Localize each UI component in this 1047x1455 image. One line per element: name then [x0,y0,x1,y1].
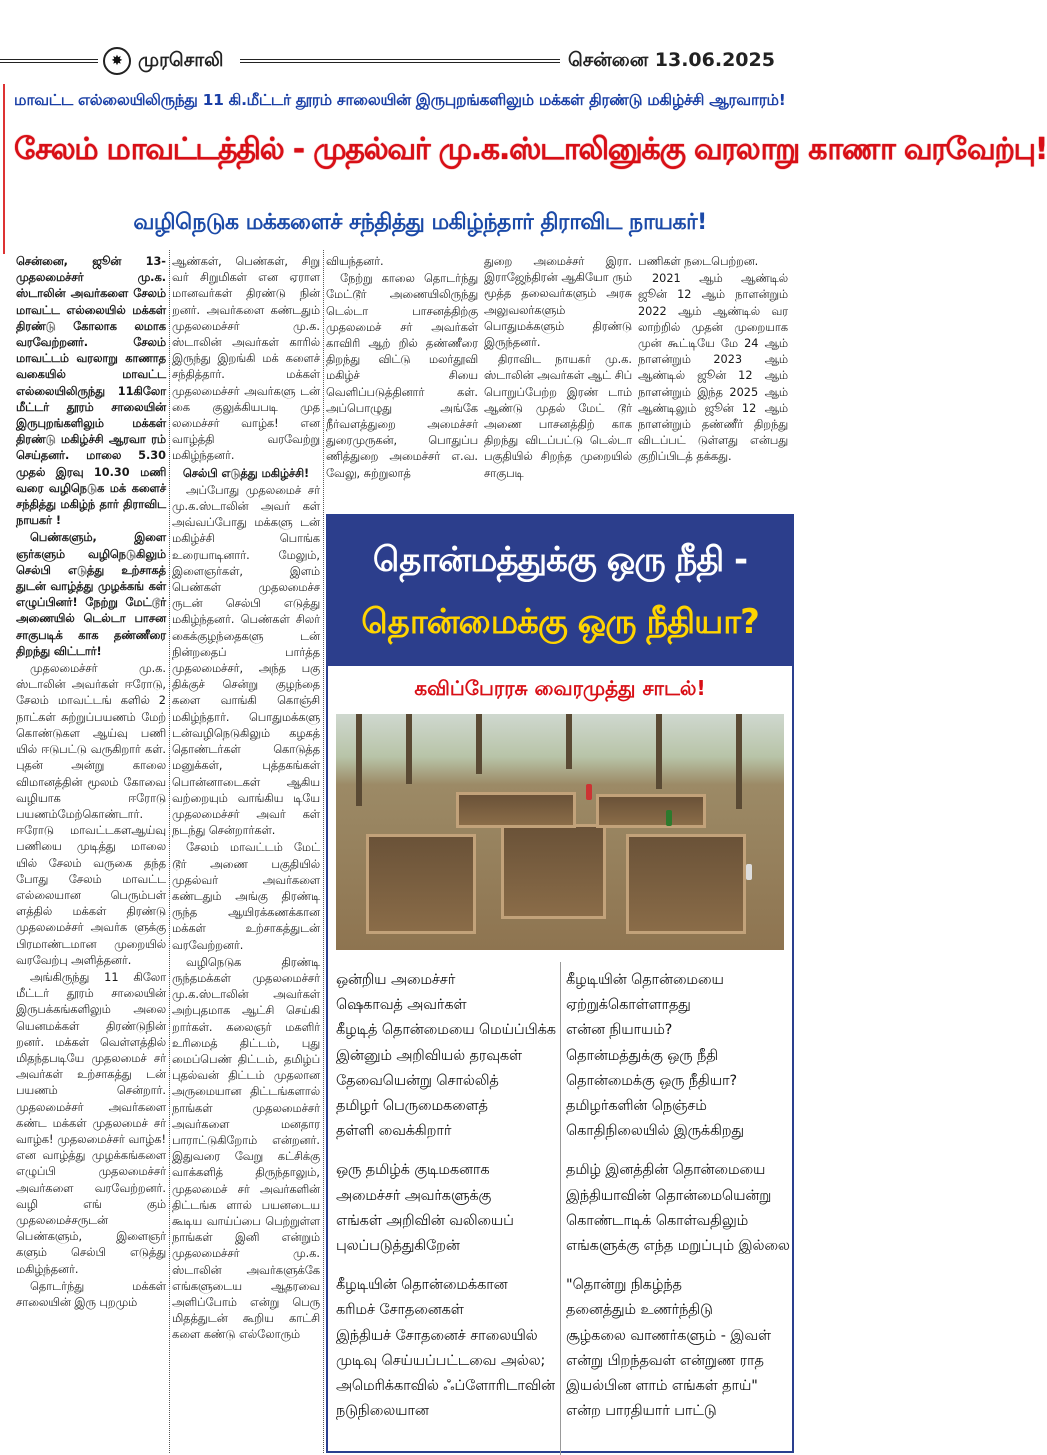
verse-stanza [566,968,790,1144]
article-paragraph: வியந்தனர். [326,255,384,268]
excavation-photo [336,714,784,950]
verse-line: தமிழ் இனத்தின் தொன்மையை [566,1162,766,1179]
verse-line: இயல்பின ளாம் எங்கள் தாய்" [566,1378,758,1395]
article-paragraph: சேலம் மாவட்டம் மேட் டூர் அணை பகுதியில் முதல்வர் அவர்களை கண்டதும் அங்கு திரண்டி ருந்த ஆயிரக்கணக்கான மக்கள் உற்சாகத்துடன் வரவேற்றனர். [172,841,320,952]
verse-line: கொண்டாடிக் கொள்வதிலும் [566,1212,749,1229]
excavation-trench [501,824,606,919]
article-column-1 [16,254,166,1453]
verse-line: கரிமச் சோதனைகள் [336,1302,464,1319]
article-paragraph: துறை அமைச்சர் இரா. இராஜேந்திரன் ஆகியோ ரும் மூத்த தலைவர்களும் அரசு அலுவலர்களும் பொதுமக்களும் திரண்டு இருந்தனர். [484,255,632,350]
main-headline: சேலம் மாவட்டத்தில் - முதல்வர் மு.க.ஸ்டாலினுக்கு வரலாறு காணா வரவேற்பு! [14,132,1047,167]
verse-line: அமைச்சர் அவர்களுக்கு [336,1187,492,1204]
article-column-4 [484,254,632,504]
verse-line: தொன்மைக்கு ஒரு நீதியா? [566,1072,738,1089]
column-rule [169,250,170,1453]
column-rule [323,250,324,1453]
masthead-rule-middle [240,59,560,63]
verse-column-right [566,968,790,1453]
verse-line: தமிழர் பெருமைகளைத் [336,1098,488,1115]
verse-line: தொன்மத்துக்கு ஒரு நீதி [566,1047,718,1064]
excavation-trench [456,792,576,828]
masthead [0,44,800,78]
verse-line: எங்களுக்கு எந்த மறுப்பும் இல்லை [566,1238,790,1255]
verse-stanza [566,1158,790,1259]
article-column-3 [326,254,478,504]
article-paragraph: ஆண்கள், பெண்கள், சிறு வர் சிறுமிகள் என ஏராள மானவர்கள் திரண்டு நின் றனர். அவர்களை கண்டதும் முதலமைச்சர் மு.க. ஸ்டாலின் அவர்கள் காரில் இருந்து இறங்கி மக் களைச் சந்தித்தார். மக்கள் முதலமைச்சர் அவர்களு டன் கை குலுக்கியபடி முத லமைச்சர் வாழ்க! என வாழ்த்தி வரவேற்று மகிழ்ந்தனர். [172,255,320,463]
masthead-rule-left [0,59,98,63]
verse-line: கீழடியின் தொன்மைக்கான [336,1277,508,1294]
excavation-trench [626,834,746,934]
cockerel-logo-icon: ✸ [103,47,131,75]
verse-line: "தொன்று நிகழ்ந்த [566,1277,682,1294]
verse-line: முடிவு செய்யப்பட்டவை அல்ல; [336,1352,546,1369]
article-paragraph: அப்போது முதலமைச் சர் மு.க.ஸ்டாலின் அவர் கள் அவ்வப்போது மக்களு டன் மகிழ்ச்சி பொங்க உரையாடினார். மேலும், இளைஞர்கள், இளம் பெண்கள் முதலமைச்ச ருடன் செல்பி எடுத்து மகிழ்ந்தனர். பெண்கள் சிலர் கைக்குழந்தைகளு டன் நின்றதைப் பார்த்த முதலமைச்சர், அந்த பகு திக்குச் சென்று குழந்தை களை வாங்கி கொஞ்சி மகிழ்ந்தார். பொதுமக்களு டன்வழிநெடுகிலும் கழகத் தொண்டர்கள் கொடுத்த மனுக்கள், புத்தகங்கள் பொன்னாடைகள் ஆகிய வற்றையும் வாங்கிய டியே முதலமைச்சர் அவர் கள் நடந்து சென்றார்கள். [172,483,320,838]
verse-stanza [336,968,558,1144]
verse-line: இந்தியச் சோதனைச் சாலையில் [336,1327,538,1344]
worker-figure [666,810,672,826]
verse-line: என்று பிறந்தவள் என்றுண ராத [566,1352,764,1369]
section-subheading: செல்பி எடுத்து மகிழ்ச்சி! [182,466,310,480]
verse-line: புலப்படுத்துகிறேன் [336,1238,460,1255]
verse-line: என்ற பாரதியார் பாட்டு [566,1403,717,1420]
article-paragraph: வழிநெடுக திரண்டி ருந்தமக்கள் முதலமைச்சர் மு.க.ஸ்டாலின் அவர்கள் அற்புதமாக ஆட்சி செய்கி றார்கள். கலைஞர் மகளிர் உரிமைத் திட்டம், புது மைப்பெண் திட்டம், தமிழ்ப் புதல்வன் திட்டம் முதலான அருமையான திட்டங்களால் நாங்கள் முதலமைச்சர் அவர்களை மனதார பாராட்டுகிறோம் என்றனர். இதுவரை வேறு கட்சிக்கு வாக்களித் திருந்தாலும், முதலமைச் சர் அவர்களின் திட்டங்க ளால் பயனடைய கூடிய வாய்ப்பை பெற்றுள்ள நாங்கள் இனி என்றும் முதலமைச்சர் மு.க. ஸ்டாலின் அவர்களுக்கே எங்களுடைய ஆதரவை அளிப்போம் என்று பெரு மிதத்துடன் கூறிய காட்சி களை கண்டு எல்லோரும் [172,955,320,1342]
kicker-line: மாவட்ட எல்லையிலிருந்து 11 கி.மீட்டர் தூரம் சாலையின் இருபுறங்களிலும் மக்கள் திரண்டு மகிழ்ச்சி ஆரவாரம்! [14,91,786,109]
article-paragraph: தொடர்ந்து மக்கள் சாலையின் இரு புறமும் [16,1279,166,1309]
box-byline: கவிப்பேரரசு வைரமுத்து சாடல்! [414,676,706,700]
tree-trunk [406,714,412,784]
verse-line: ஏற்றுக்கொள்ளாதது [566,997,691,1014]
article-column-5 [638,254,788,504]
left-edge-rule [0,84,5,254]
worker-figure [746,864,752,880]
tree-trunk [476,714,482,774]
lead-paragraph: சென்னை, ஜூன் 13- முதலமைச்சர் மு.க. ஸ்டாலின் அவர்களை சேலம் மாவட்ட எல்லையில் மக்கள் திரண்டு கோலாக லமாக வரவேற்றனர். சேலம் மாவட்டம் வரலாறு காணாத வகையில் மாவட்ட எல்லையிலிருந்து 11கிலோ மீட்டர் தூரம் சாலையின் இருபுறங்களிலும் மக்கள் திரண்டு மகிழ்ச்சி ஆரவா ரம் செய்தனர். மாலை 5.30 முதல் இரவு 10.30 மணி வரை வழிநெடுக மக் களைச் சந்தித்து மகிழ்ந் தார் திராவிட நாயகர் ! [16,255,166,528]
verse-line: தமிழர்களின் நெஞ்சம் [566,1098,707,1115]
date-line: சென்னை 13.06.2025 [568,49,775,71]
tree-trunk [736,714,742,809]
worker-figure [586,784,592,800]
article-paragraph: முதலமைச்சர் மு.க. ஸ்டாலின் அவர்கள் ஈரோடு, சேலம் மாவட்டங் களில் 2 நாட்கள் சுற்றுப்பயணம் மேற் கொண்டுகள ஆய்வு பணி யில் ஈடுபட்டு வருகிறார் கள். புதன் அன்று காலை விமானத்தின் மூலம் கோவை வழியாக ஈரோடு பயணம்மேற்கொண்டார். ஈரோடு மாவட்டகளஆய்வு பணியை முடித்து மாலை யில் சேலம் வருகை தந்த போது சேலம் மாவட்ட எல்லையான பெரும்பள் ளத்தில் மக்கள் திரண்டு முதலமைச்சர் அவர்க ளுக்கு பிரமாண்டமான முறையில் வரவேற்பு அளித்தனர். [16,662,166,967]
tree-trunk [656,714,662,789]
verse-line: சூழ்கலை வாணர்களும் - இவள் [566,1327,771,1344]
box-title-line-2: தொன்மைக்கு ஒரு நீதியா? [361,602,759,642]
box-title-line-1: தொன்மத்துக்கு ஒரு நீதி - [372,540,748,580]
verse-line: இந்தியாவின் தொன்மையென்று [566,1187,772,1204]
verse-stanza [336,1158,558,1259]
verse-line: இன்னும் அறிவியல் தரவுகள் [336,1047,522,1064]
verse-divider [560,962,561,1455]
verse-line: தனைத்தும் உணர்ந்திடு [566,1302,713,1319]
verse-line: எங்கள் அறிவின் வலியைப் [336,1212,514,1229]
verse-line: ஒரு தமிழ்க் குடிமகனாக [336,1162,490,1179]
excavation-trench [596,794,706,828]
verse-stanza [566,1273,790,1424]
excavation-trench [366,834,476,934]
highlight-paragraph: பெண்களும், இளை ஞர்களும் வழிநெடுகிலும் செல்பி எடுத்து உற்சாகத் துடன் வாழ்த்து முழக்கங் கள் எழுப்பினர்! நேற்று மேட்டூர் அணையில் டெல்டா பாசன சாகுபடிக் காக தண்ணீரை திறந்து விட்டார்! [16,531,166,658]
verse-stanza [336,1273,558,1424]
verse-line: அமெரிக்காவில் ஃப்ளோரிடாவின் [336,1378,555,1395]
verse-line: கொதிநிலையில் இருக்கிறது [566,1123,744,1140]
sub-headline: வழிநெடுக மக்களைச் சந்தித்து மகிழ்ந்தார் திராவிட நாயகர்! [133,210,707,235]
verse-column-left [336,968,558,1453]
verse-line: ஷெகாவத் அவர்கள் [336,997,467,1014]
verse-line: நடுநிலையான [336,1403,429,1420]
paper-name: முரசொலி [138,49,224,71]
tree-trunk [356,714,362,806]
verse-line: கீழடியின் தொன்மையை [566,972,724,988]
article-paragraph: அங்கிருந்து 11 கிலோ மீட்டர் தூரம் சாலையின் இருபக்கங்களிலும் அலை யெனமக்கள் திரண்டுநின் றனர். மக்கள் வெள்ளத்தில் மிதந்தபடியே முதலமைச் சர் அவர்கள் உற்சாகத்து டன் பயணம் சென்றார். முதலமைச்சர் அவர்களை கண்ட மக்கள் முதலமைச் சர் வாழ்க! முதலமைச்சர் வாழ்க! என வாழ்த்து முழக்கங்களை எழுப்பி முதலமைச்சர் அவர்களை வரவேற்றனர். வழி எங் கும் முதலமைச்சருடன் பெண்களும், இளைஞர் களும் செல்பி எடுத்து மகிழ்ந்தனர். [16,970,166,1276]
verse-line: தேவையென்று சொல்லித் [336,1072,499,1089]
article-column-2 [172,254,320,1453]
verse-line: என்ன நியாயம்? [566,1022,673,1039]
article-paragraph: திராவிட நாயகர் மு.க. ஸ்டாலின் அவர்கள் ஆட் சிப் பொறுப்பேற்ற இரண் டாம் ஆண்டு முதல் மேட் டூர் அணை பாசனத்திற் காக திறந்து விடப்பட்டு டெல்டா பகுதியில் சிறந்த முறையில் சாகுபடி [484,353,632,480]
tree-trunk [566,714,572,769]
verse-line: தள்ளி வைக்கிறார் [336,1123,452,1140]
verse-line: கீழடித் தொன்மையை மெய்ப்பிக்க [336,1022,556,1039]
article-paragraph: பணிகள் நடைபெற்றன. [638,255,759,268]
article-paragraph: நேற்று காலை தொடர்ந்து மேட்டூர் அணையிலிருந்து டெல்டா பாசனத்திற்கு முதலமைச் சர் அவர்கள் காவிரி ஆற் றில் தண்ணீரை திறந்து விட்டு மலர்தூவி மகிழ்ச் சியை வெளிப்படுத்தினார் கள். அப்பொழுது அங்கே நீர்வளத்துறை அமைச்சர் துரைமுருகன், பொதுப்ப ணித்துறை அமைச்சர் எ.வ. வேலு, சுற்றுலாத் [326,272,478,480]
verse-line: ஒன்றிய அமைச்சர் [336,972,456,988]
article-paragraph: 2021 ஆம் ஆண்டில் ஜூன் 12 ஆம் நாளன்றும் 2022 ஆம் ஆண்டில் வர லாற்றில் முதன் முறையாக முன் கூட்டியே மே 24 ஆம் நாளன்றும் 2023 ஆம் ஆண்டில் ஜூன் 12 ஆம் நாளன்றும் இந்த 2025 ஆம் ஆண்டிலும் ஜூன் 12 ஆம் நாளன்றும் தண்ணீர் திறந்து விடப்பட் டுள்ளது என்பது குறிப்பிடத் தக்கது. [638,272,788,464]
